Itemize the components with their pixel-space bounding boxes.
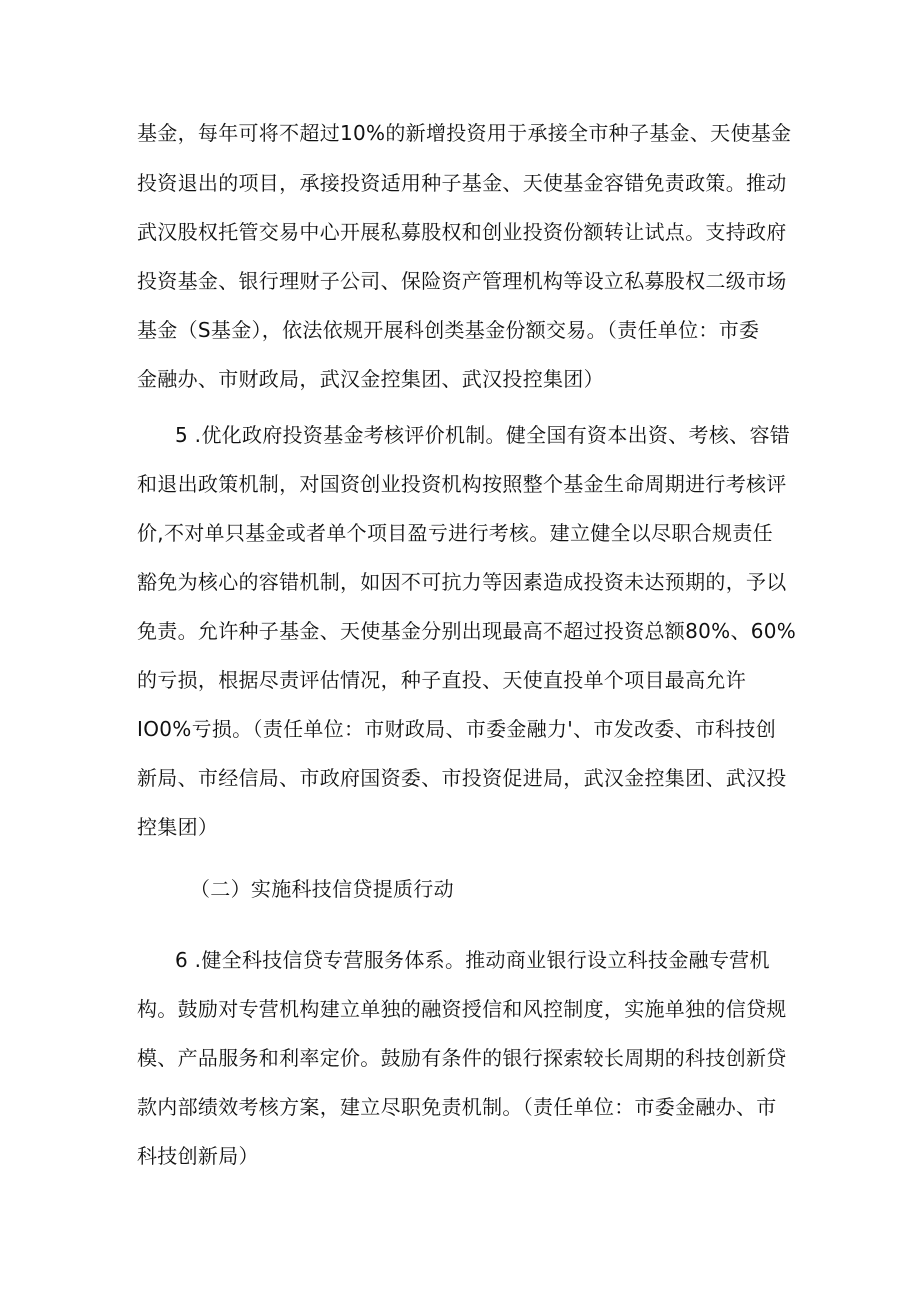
text-line: 免责。允许种子基金、天使基金分别出现最高不超过投资总额80%、60% xyxy=(137,619,797,643)
text-line: 投资基金、银行理财子公司、保险资产管理机构等设立私募股权二级市场 xyxy=(137,269,787,293)
text-line: 和退出政策机制，对国资创业投资机构按照整个基金生命周期进行考核评 xyxy=(137,472,787,496)
text-line: 投资退出的项目，承接投资适用种子基金、天使基金容错免责政策。推动 xyxy=(137,171,787,195)
text-line: IO0%亏损。（责任单位：市财政局、市委金融力'、市发改委、市科技创 xyxy=(137,717,777,741)
text-line: 基金（S基金），依法依规开展科创类基金份额交易。（责任单位：市委 xyxy=(137,318,760,342)
section-heading: （二）实施科技信贷提质行动 xyxy=(190,877,454,901)
text-line: 构。鼓励对专营机构建立单独的融资授信和风控制度，实施单独的信贷规 xyxy=(137,997,787,1021)
text-line: 武汉股权托管交易中心开展私募股权和创业投资份额转让试点。支持政府 xyxy=(137,220,787,244)
text-line: 款内部绩效考核方案，建立尽职免责机制。（责任单位：市委金融办、市 xyxy=(137,1095,777,1119)
text-line: 基金，每年可将不超过10%的新增投资用于承接全市种子基金、天使基金 xyxy=(137,121,792,145)
text-line: 新局、市经信局、市政府国资委、市投资促进局，武汉金控集团、武汉投 xyxy=(137,766,787,790)
text-line: 豁免为核心的容错机制，如因不可抗力等因素造成投资未达预期的，予以 xyxy=(137,570,787,594)
text-line: 控集团） xyxy=(137,815,219,839)
text-line: 价,不对单只基金或者单个项目盈亏进行考核。建立健全以尽职合规责任 xyxy=(137,521,773,545)
text-line: 科技创新局） xyxy=(137,1144,259,1168)
text-line: 5 .优化政府投资基金考核评价机制。健全国有资本出资、考核、容错 xyxy=(175,423,791,447)
text-line: 模、产品服务和利率定价。鼓励有条件的银行探索较长周期的科技创新贷 xyxy=(137,1046,787,1070)
text-line: 的亏损，根据尽责评估情况，种子直投、天使直投单个项目最高允许 xyxy=(137,668,746,692)
text-line: 6 .健全科技信贷专营服务体系。推动商业银行设立科技金融专营机 xyxy=(175,948,770,972)
text-line: 金融办、市财政局，武汉金控集团、武汉投控集团） xyxy=(137,367,604,391)
